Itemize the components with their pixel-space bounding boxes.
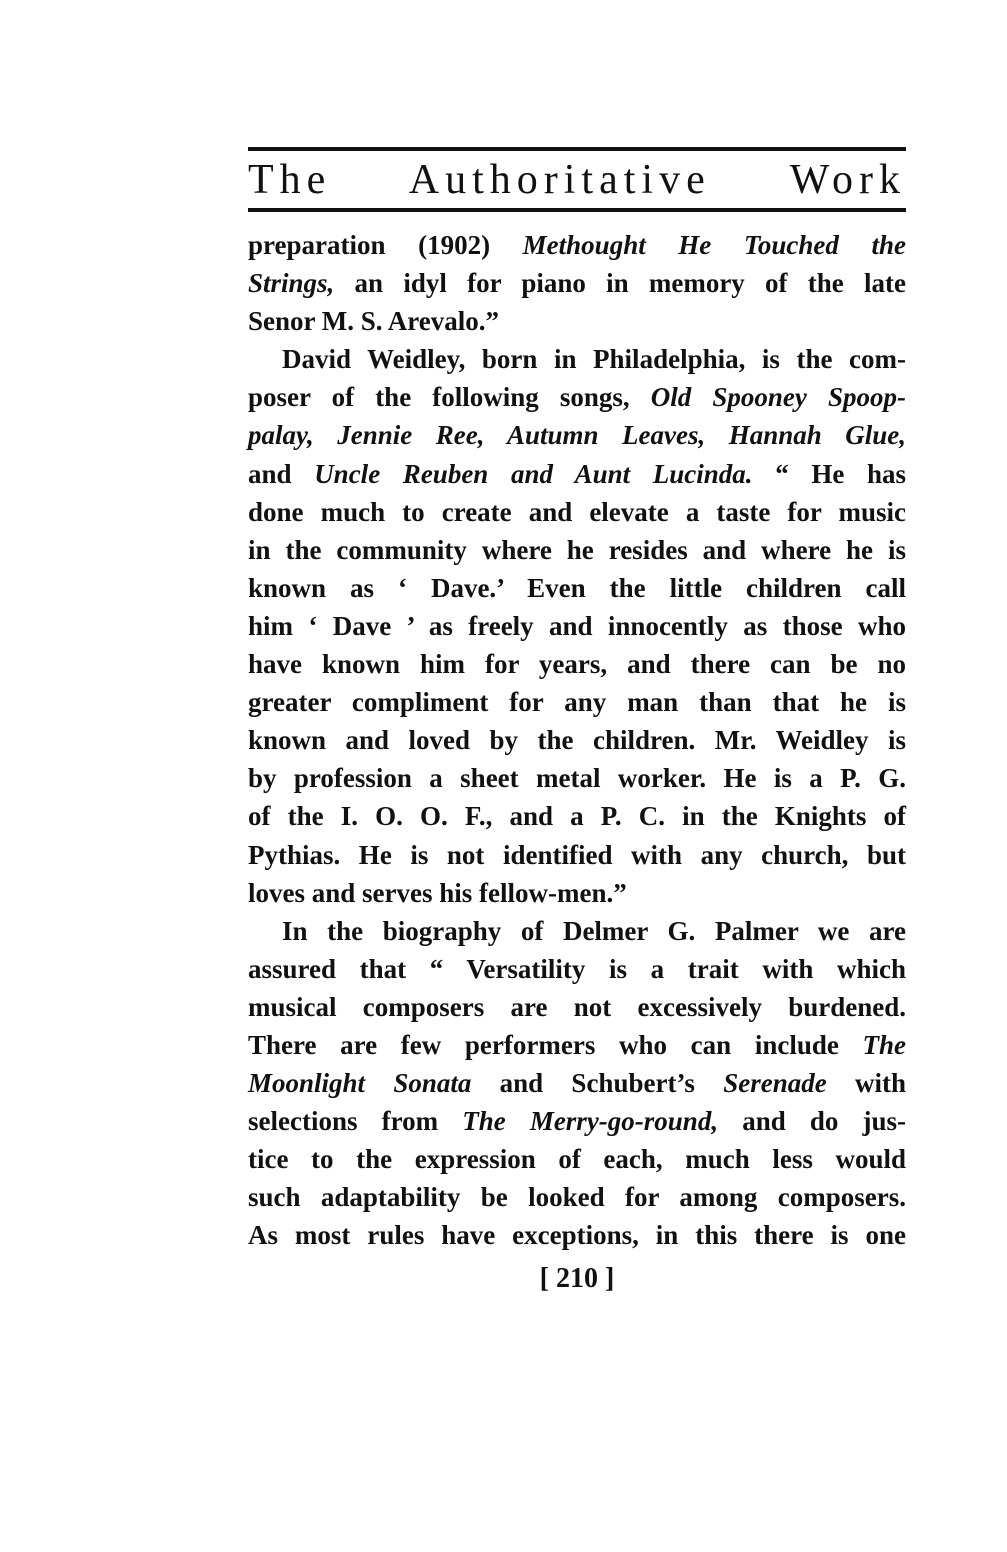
text-line: assured that “ Versatility is a trait with which	[248, 953, 906, 984]
text-line: David Weidley, born in Philadelphia, is the com-	[282, 344, 906, 375]
text-line: such adaptability be looked for among composers.	[248, 1182, 906, 1213]
text-line: in the community where he resides and where he is	[248, 534, 906, 565]
text-line: of the I. O. O. F., and a P. C. in the Knights of	[248, 801, 906, 832]
text-line: done much to create and elevate a taste for music	[248, 496, 906, 527]
text-line: known and loved by the children. Mr. Weidley is	[248, 725, 906, 756]
header-rule-top	[248, 147, 906, 151]
text-line: musical composers are not excessively burdened.	[248, 991, 906, 1022]
text-line: As most rules have exceptions, in this there is one	[248, 1220, 906, 1251]
text-line: palay, Jennie Ree, Autumn Leaves, Hannah Glue,	[248, 420, 906, 451]
text-line: have known him for years, and there can be no	[248, 649, 906, 680]
text-line: by profession a sheet metal worker. He is a P. G.	[248, 763, 906, 794]
text-line: and Uncle Reuben and Aunt Lucinda. “ He has	[248, 458, 906, 489]
text-line: known as ‘ Dave.’ Even the little children call	[248, 572, 906, 603]
text-line: Senor M. S. Arevalo.”	[248, 306, 500, 337]
text-line: Pythias. He is not identified with any church, but	[248, 839, 906, 870]
body-text	[248, 226, 906, 1255]
text-line: greater compliment for any man than that he is	[248, 687, 906, 718]
page-number: [ 210 ]	[539, 1263, 615, 1294]
text-line: Moonlight Sonata and Schubert’s Serenade with	[248, 1068, 906, 1099]
text-line: There are few performers who can include The	[248, 1029, 906, 1060]
text-line: tice to the expression of each, much less would	[248, 1144, 906, 1175]
header-rule-bottom	[248, 208, 906, 212]
text-line: In the biography of Delmer G. Palmer we are	[282, 915, 906, 946]
text-line: poser of the following songs, Old Spooney Spoop-	[248, 382, 906, 413]
running-head: The Authoritative Work	[248, 157, 906, 203]
text-line: loves and serves his fellow-men.”	[248, 877, 627, 908]
text-line: him ‘ Dave ’ as freely and innocently as those who	[248, 610, 906, 641]
text-line: selections from The Merry-go-round, and do jus-	[248, 1106, 906, 1137]
text-line: Strings, an idyl for piano in memory of the late	[248, 268, 906, 299]
text-line: preparation (1902) Methought He Touched the	[248, 230, 906, 260]
